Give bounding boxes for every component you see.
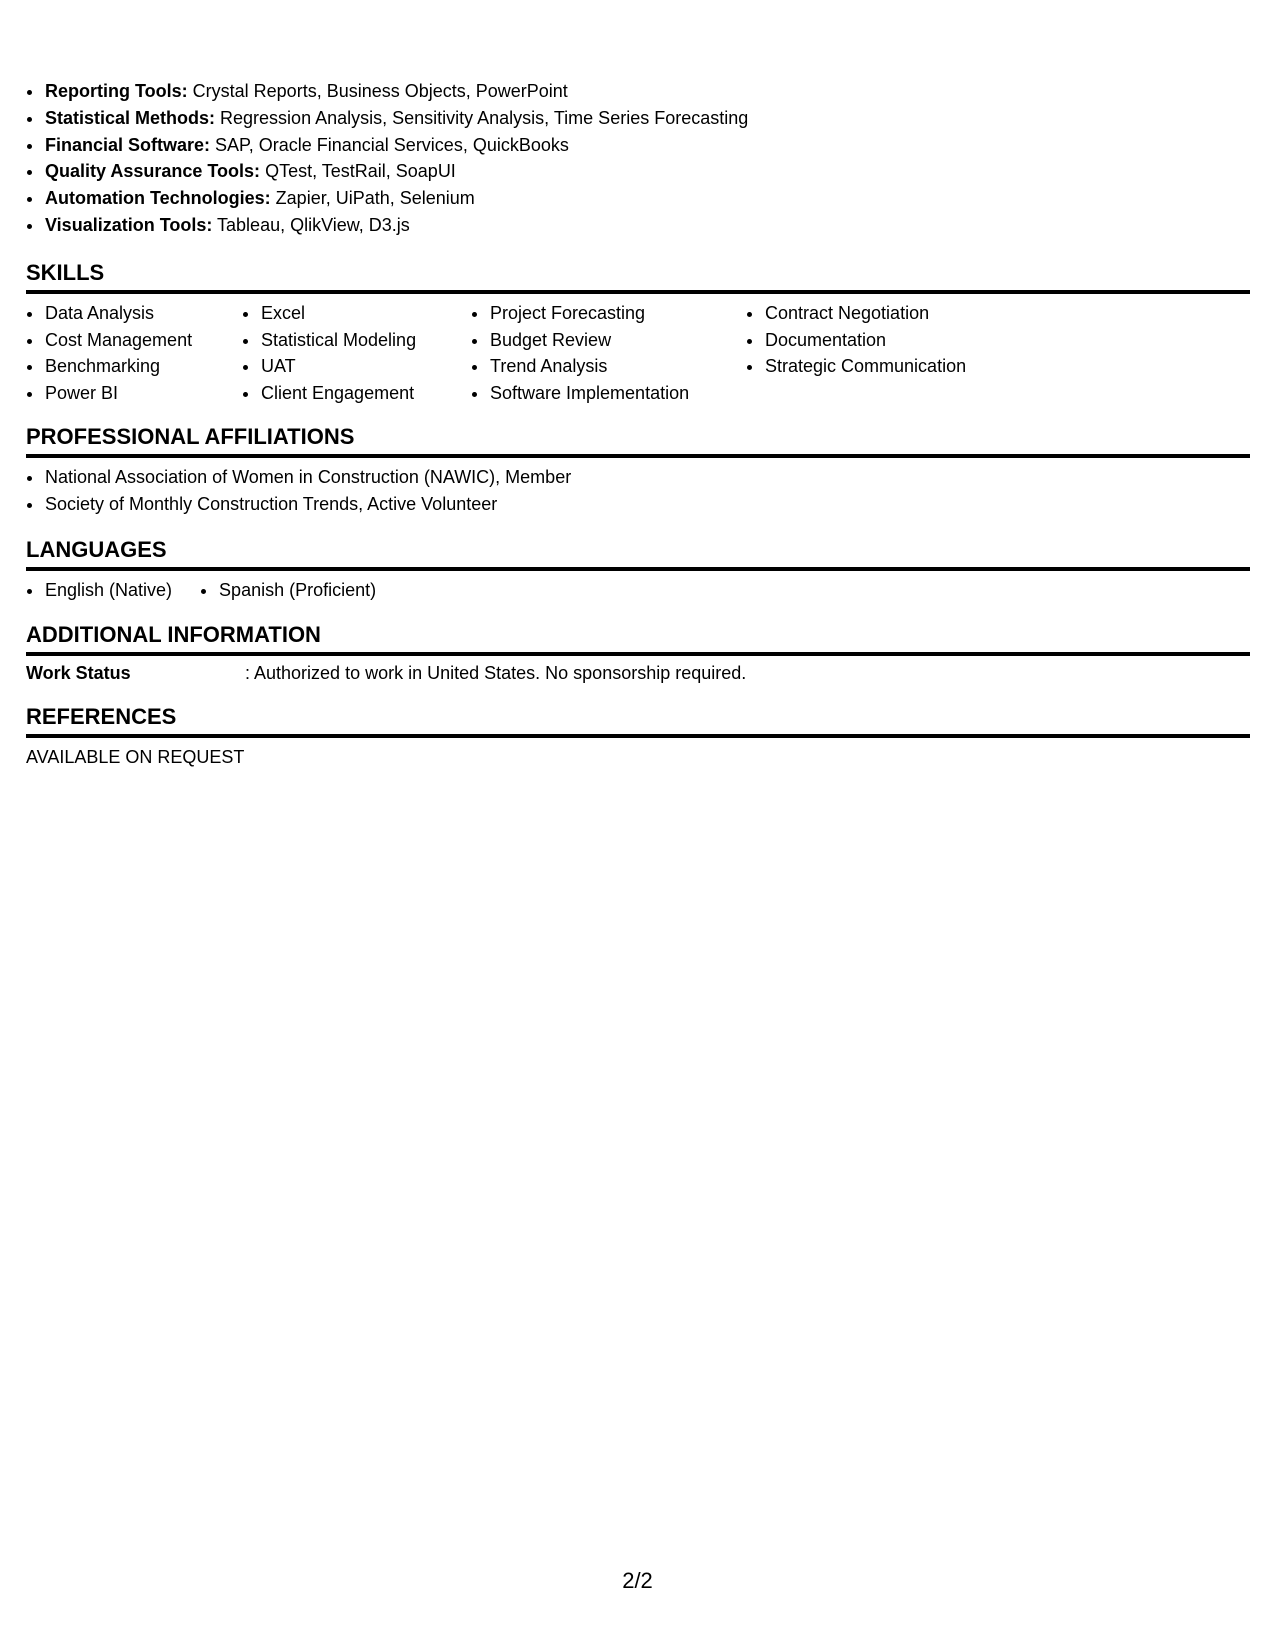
work-status-row [26, 656, 1250, 686]
skill-item: • Data Analysis [44, 300, 224, 327]
skill-item: • Budget Review [489, 327, 728, 354]
skill-item: • Client Engagement [260, 380, 453, 407]
skill-item: • Benchmarking [44, 353, 224, 380]
skill-item: • Strategic Communication [764, 353, 1024, 380]
skills-grid [26, 294, 1250, 407]
list-item: • Reporting Tools: Crystal Reports, Business Objects, PowerPoint [44, 78, 1250, 105]
skill-item: • Cost Management [44, 327, 224, 354]
list-item: • Automation Technologies: Zapier, UiPath, Selenium [44, 185, 1250, 212]
affiliation-item: • National Association of Women in Construction (NAWIC), Member [44, 464, 1250, 491]
skill-item: • Contract Negotiation [764, 300, 1024, 327]
language-item: • Spanish (Proficient) [218, 577, 376, 604]
languages-list [26, 577, 172, 604]
list-item: • Visualization Tools: Tableau, QlikView, D3.js [44, 212, 1250, 239]
skill-item: • Excel [260, 300, 453, 327]
skills-column [242, 300, 453, 407]
work-status-value: : Authorized to work in United States. No sponsorship required. [245, 663, 747, 684]
affiliations-list [26, 464, 1250, 518]
page-number: 2/2 [622, 1568, 653, 1593]
skills-column [471, 300, 728, 407]
skills-column [26, 300, 224, 407]
list-item: • Financial Software: SAP, Oracle Financial Services, QuickBooks [44, 132, 1250, 159]
resume-page [26, 78, 1250, 770]
list-item: • Quality Assurance Tools: QTest, TestRail, SoapUI [44, 158, 1250, 185]
skill-item: • Statistical Modeling [260, 327, 453, 354]
skill-item: • Power BI [44, 380, 224, 407]
affiliations-heading: PROFESSIONAL AFFILIATIONS [26, 425, 1250, 458]
references-text: AVAILABLE ON REQUEST [26, 747, 245, 768]
references-heading: REFERENCES [26, 705, 1250, 738]
skills-column [746, 300, 1024, 407]
skill-item: • Project Forecasting [489, 300, 728, 327]
languages-heading: LANGUAGES [26, 538, 1250, 571]
skills-heading: SKILLS [26, 261, 1250, 294]
language-item: • English (Native) [44, 577, 172, 604]
affiliation-item: • Society of Monthly Construction Trends, Active Volunteer [44, 491, 1250, 518]
skill-item: • Software Implementation [489, 380, 728, 407]
languages-list [200, 577, 376, 604]
skill-item: • Documentation [764, 327, 1024, 354]
skill-item: • UAT [260, 353, 453, 380]
work-status-label: Work Status [26, 663, 131, 684]
affiliations-body [26, 458, 1250, 518]
list-item: • Statistical Methods: Regression Analysis, Sensitivity Analysis, Time Series Forecasting [44, 105, 1250, 132]
skill-item: • Trend Analysis [489, 353, 728, 380]
languages-row [26, 571, 1250, 604]
additional-info-heading: ADDITIONAL INFORMATION [26, 623, 1250, 656]
technical-tools-list [26, 78, 1250, 239]
